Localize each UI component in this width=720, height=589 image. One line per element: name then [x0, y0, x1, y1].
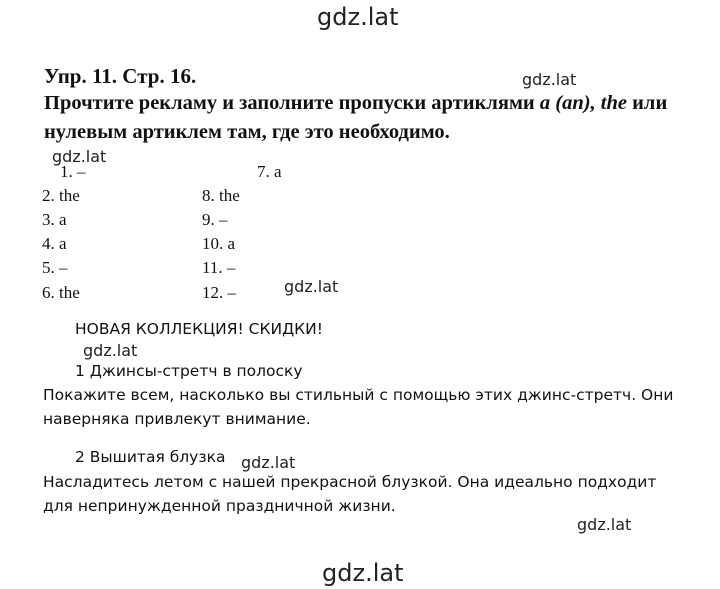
watermark: gdz.lat	[52, 147, 107, 166]
ad-item-title: 1 Джинсы-стретч в полоску	[75, 362, 303, 380]
answer-item: 4. a	[42, 234, 67, 253]
answer-item: 2. the	[42, 186, 80, 205]
task-instruction	[44, 89, 704, 147]
task-text: Прочтите рекламу и заполните пропуски артиклями	[44, 92, 540, 114]
answer-item: 1. –	[60, 162, 86, 181]
task-text-end: или нулевым артиклем там, где это необходимо.	[44, 92, 668, 143]
watermark: gdz.lat	[577, 515, 632, 534]
answer-item: 5. –	[42, 258, 68, 277]
watermark: gdz.lat	[83, 341, 138, 360]
ad-item-text: Покажите всем, насколько вы стильный с помощью этих джинс-стретч. Они наверняка привлекут внимание.	[43, 386, 674, 428]
watermark-bottom: gdz.lat	[322, 559, 404, 587]
ad-item-title: 2 Вышитая блузка	[75, 448, 226, 466]
ad-item-text: Насладитесь летом с нашей прекрасной блузкой. Она идеально подходит для непринужденной праздничной жизни.	[43, 473, 657, 515]
answer-item: 6. the	[42, 283, 80, 302]
answer-item: 7. a	[257, 162, 282, 181]
watermark-top: gdz.lat	[317, 3, 399, 31]
ad-headline: НОВАЯ КОЛЛЕКЦИЯ! СКИДКИ!	[75, 320, 323, 338]
answer-item: 8. the	[202, 186, 240, 205]
answer-item: 9. –	[202, 210, 228, 229]
task-articles: a (an), the	[539, 92, 627, 114]
answer-item: 3. a	[42, 210, 67, 229]
watermark: gdz.lat	[522, 70, 577, 89]
answer-item: 11. –	[202, 258, 236, 277]
watermark: gdz.lat	[241, 453, 296, 472]
watermark: gdz.lat	[284, 277, 339, 296]
exercise-heading: Упр. 11. Стр. 16.	[44, 64, 197, 88]
answer-item: 10. a	[202, 234, 236, 253]
answer-item: 12. –	[202, 283, 236, 302]
